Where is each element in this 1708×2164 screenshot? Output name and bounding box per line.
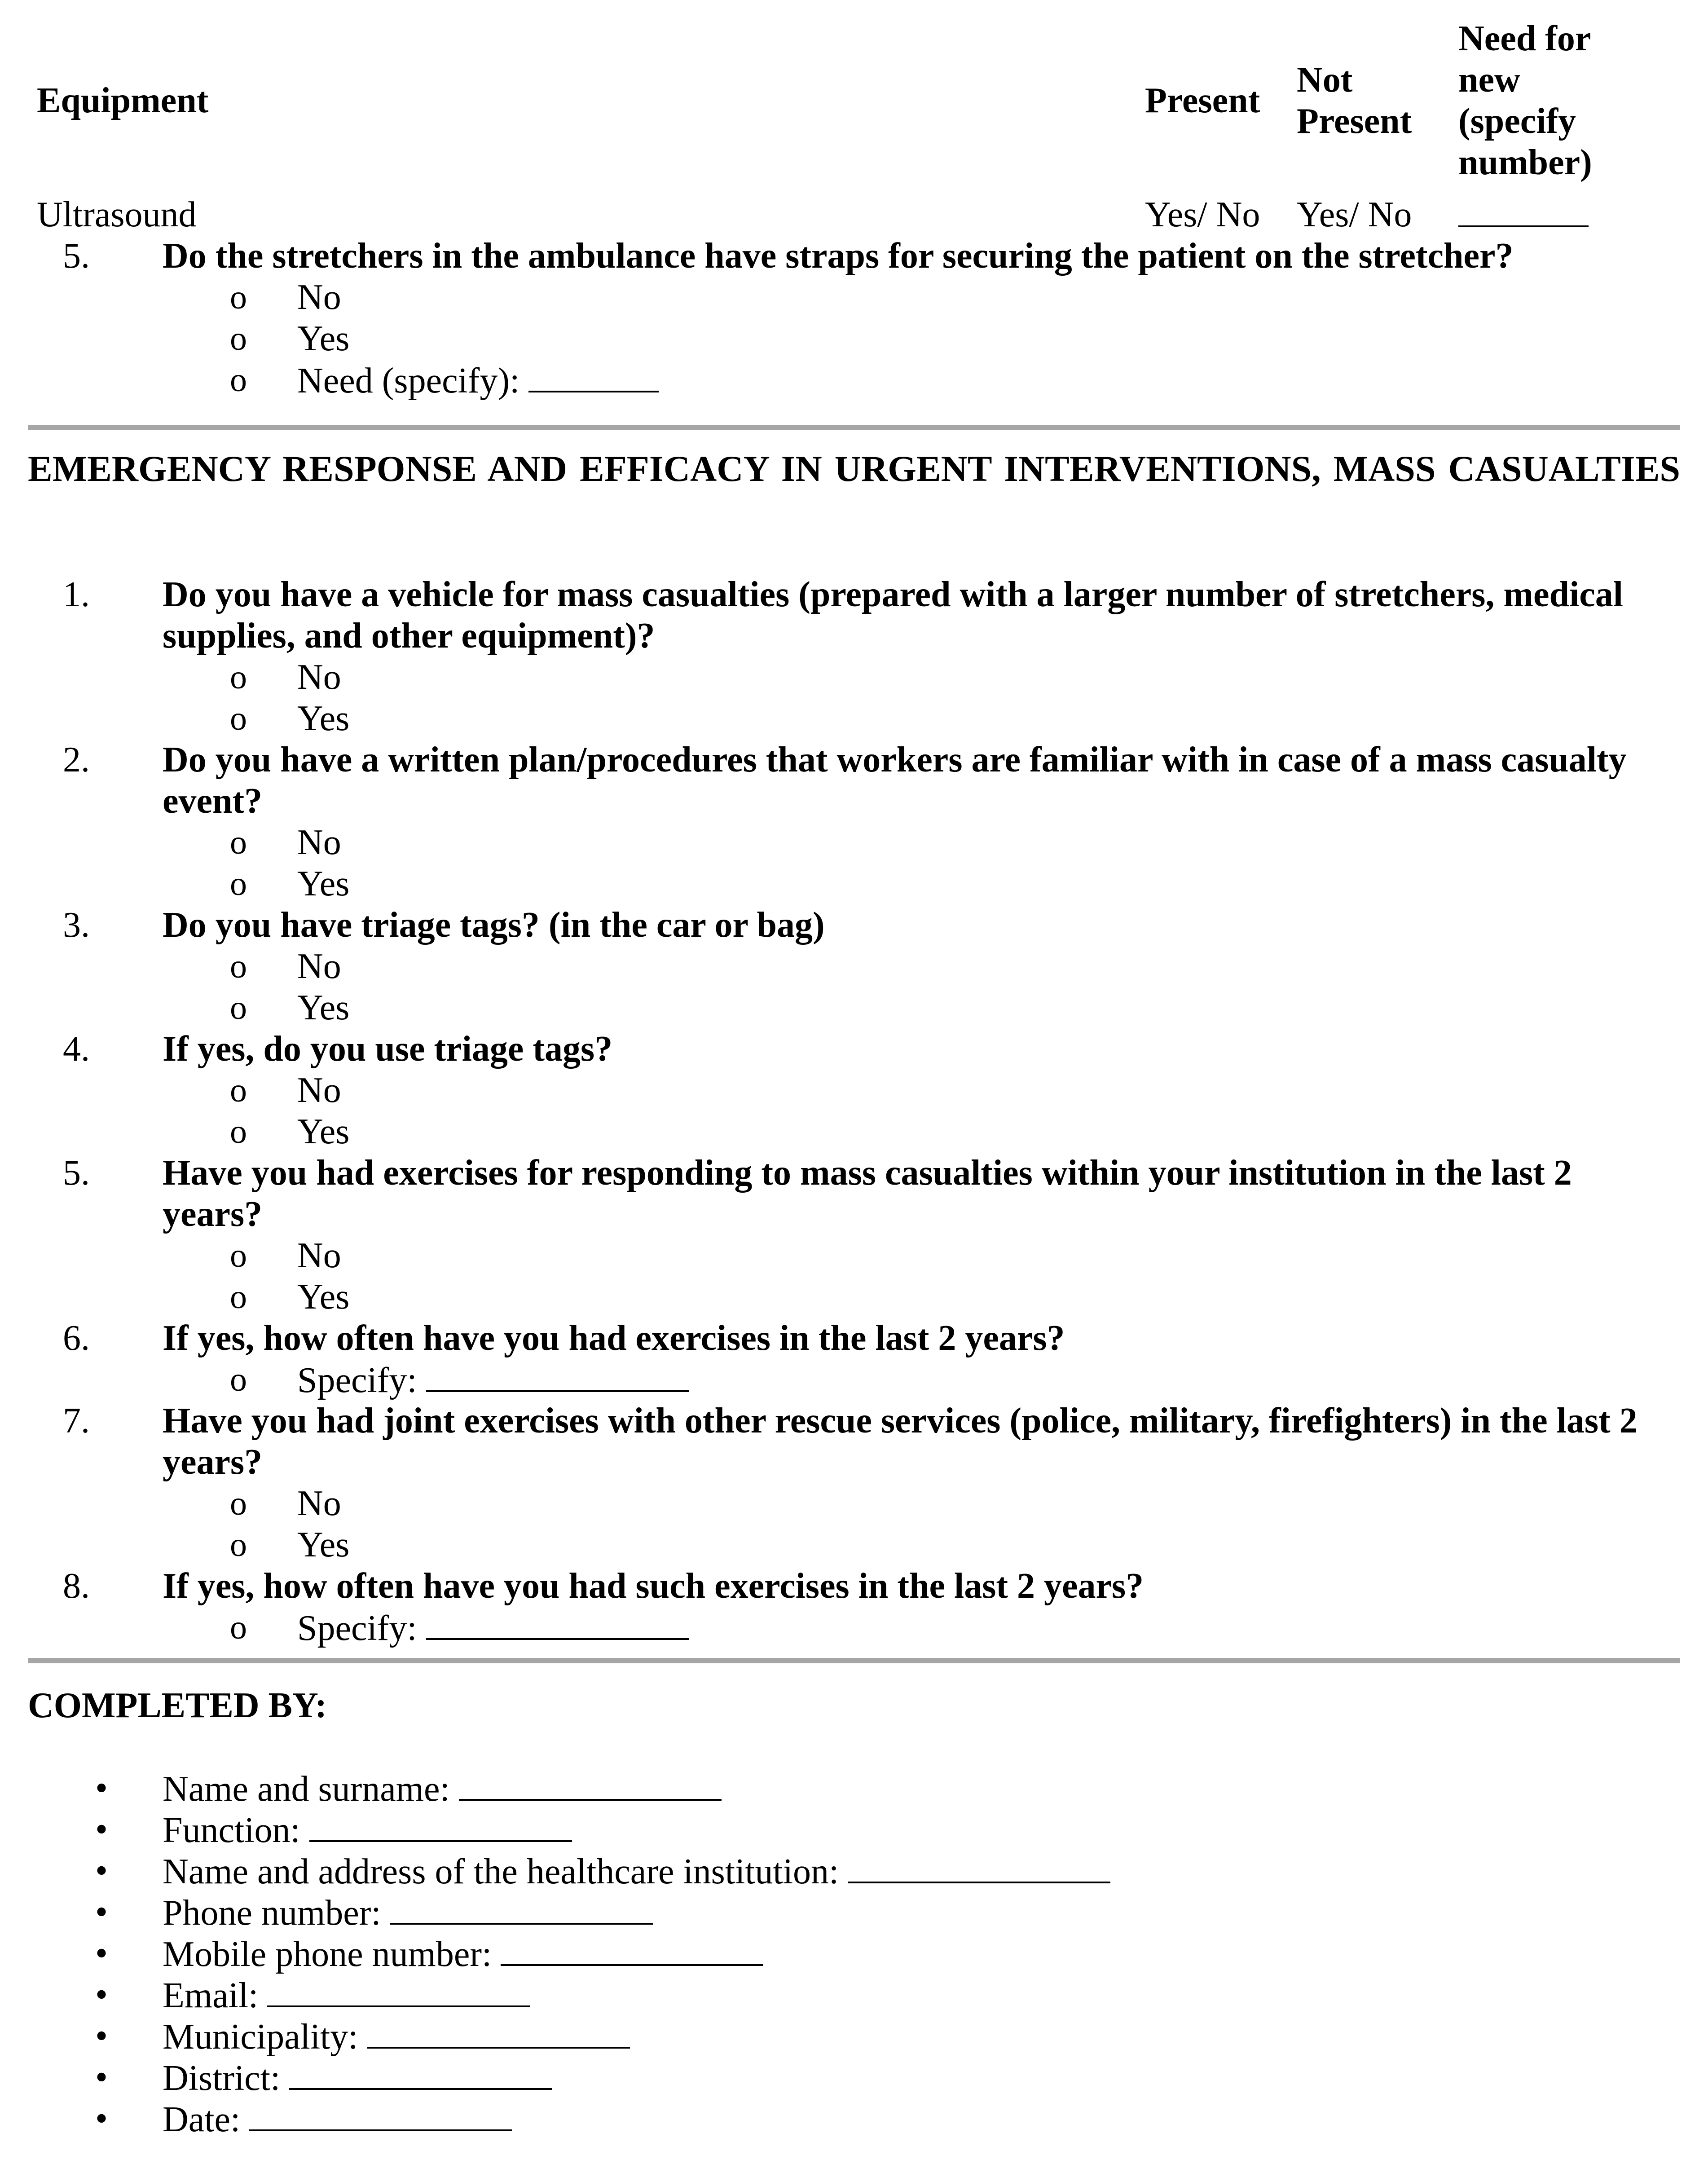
q6-number: 6. <box>63 1318 90 1358</box>
row-not-present-choice[interactable]: Yes/ No <box>1297 195 1412 234</box>
field-blank[interactable] <box>848 1850 1110 1883</box>
field-blank[interactable] <box>289 2057 552 2090</box>
q3-option-no[interactable]: No <box>297 947 341 986</box>
bullet-icon: • <box>95 2058 108 2097</box>
bullet-icon: • <box>95 1768 108 1808</box>
bullet-icon: • <box>95 2099 108 2138</box>
q8-specify[interactable]: Specify: <box>297 1607 689 1649</box>
field-blank[interactable] <box>249 2098 512 2131</box>
q4-option-no[interactable]: No <box>297 1071 341 1110</box>
field-function[interactable]: Function: <box>163 1809 572 1851</box>
q2-option-yes[interactable]: Yes <box>297 864 350 904</box>
bullet-icon: • <box>95 2016 108 2056</box>
th-need-1: Need for <box>1458 19 1591 58</box>
q5b-text: Have you had exercises for responding to mass casualties within your institution in the last 2 years? <box>163 1153 1572 1234</box>
q5-option-need[interactable]: Need (specify): <box>297 359 659 401</box>
q5b-option-no[interactable]: No <box>297 1236 341 1275</box>
q3-text: Do you have triage tags? (in the car or bag) <box>163 905 825 945</box>
section-title-emergency: EMERGENCY RESPONSE AND EFFICACY IN URGENT INTERVENTIONS, MASS CASUALTIES <box>28 448 1680 489</box>
q7-option-no[interactable]: No <box>297 1484 341 1523</box>
field-district[interactable]: District: <box>163 2057 552 2099</box>
th-present: Present <box>1145 81 1260 120</box>
row-equipment-name: Ultrasound <box>37 195 197 234</box>
th-need-4: number) <box>1458 143 1592 182</box>
q5-option-yes[interactable]: Yes <box>297 319 350 358</box>
q5-number: 5. <box>63 236 90 276</box>
bullet-icon: • <box>95 1810 108 1849</box>
bullet-icon: • <box>95 1934 108 1973</box>
q5b-number: 5. <box>63 1153 90 1193</box>
q1-number: 1. <box>63 575 90 614</box>
field-municipality[interactable]: Municipality: <box>163 2015 630 2058</box>
q5-need-blank[interactable] <box>528 359 659 392</box>
row-present-choice[interactable]: Yes/ No <box>1145 195 1260 234</box>
q2-text: Do you have a written plan/procedures that workers are familiar with in case of a mass casualty event? <box>163 740 1627 821</box>
bullet-icon: • <box>95 1851 108 1891</box>
bullet-icon: • <box>95 1975 108 2014</box>
q4-text: If yes, do you use triage tags? <box>163 1029 613 1069</box>
field-blank[interactable] <box>267 1974 530 2007</box>
radio-icon[interactable]: o <box>230 865 247 903</box>
section-divider <box>28 425 1680 430</box>
radio-icon[interactable]: o <box>230 1609 247 1646</box>
field-blank[interactable] <box>459 1767 722 1801</box>
radio-icon[interactable]: o <box>230 1237 247 1274</box>
row-need-blank[interactable] <box>1458 194 1589 236</box>
radio-icon[interactable]: o <box>230 1071 247 1109</box>
th-not-present-1: Not <box>1297 60 1353 100</box>
radio-icon[interactable]: o <box>230 824 247 861</box>
th-need-2: new <box>1458 60 1520 100</box>
q7-number: 7. <box>63 1401 90 1441</box>
q3-number: 3. <box>63 905 90 945</box>
q1-option-no[interactable]: No <box>297 657 341 697</box>
field-email[interactable]: Email: <box>163 1974 530 2016</box>
radio-icon[interactable]: o <box>230 1526 247 1564</box>
q4-option-yes[interactable]: Yes <box>297 1112 350 1151</box>
q1-option-yes[interactable]: Yes <box>297 699 350 738</box>
bullet-icon: • <box>95 1892 108 1932</box>
field-blank[interactable] <box>501 1933 763 1966</box>
field-institution[interactable]: Name and address of the healthcare institution: <box>163 1850 1110 1892</box>
radio-icon[interactable]: o <box>230 989 247 1027</box>
field-blank[interactable] <box>309 1809 572 1842</box>
field-name-surname[interactable]: Name and surname: <box>163 1767 722 1810</box>
radio-icon[interactable]: o <box>230 1278 247 1316</box>
q5-text: Do the stretchers in the ambulance have straps for securing the patient on the stretcher? <box>163 236 1514 276</box>
radio-icon[interactable]: o <box>230 1113 247 1150</box>
field-mobile[interactable]: Mobile phone number: <box>163 1933 763 1975</box>
radio-icon[interactable]: o <box>230 1485 247 1522</box>
q6-specify-blank[interactable] <box>426 1359 689 1392</box>
q4-number: 4. <box>63 1029 90 1069</box>
th-equipment: Equipment <box>37 81 209 120</box>
q8-specify-blank[interactable] <box>426 1607 689 1640</box>
completed-by-title: COMPLETED BY: <box>28 1686 327 1725</box>
q7-text: Have you had joint exercises with other rescue services (police, military, firefighters) in the last 2 years? <box>163 1401 1638 1482</box>
th-not-present-2: Present <box>1297 101 1412 141</box>
q5-option-no[interactable]: No <box>297 278 341 317</box>
radio-icon[interactable]: o <box>230 700 247 737</box>
q3-option-yes[interactable]: Yes <box>297 988 350 1027</box>
q5b-option-yes[interactable]: Yes <box>297 1277 350 1317</box>
q2-option-no[interactable]: No <box>297 823 341 862</box>
radio-icon[interactable]: o <box>230 278 247 316</box>
q8-number: 8. <box>63 1566 90 1606</box>
q6-specify[interactable]: Specify: <box>297 1359 689 1401</box>
radio-icon[interactable]: o <box>230 658 247 696</box>
q8-text: If yes, how often have you had such exercises in the last 2 years? <box>163 1566 1144 1606</box>
q6-text: If yes, how often have you had exercises in the last 2 years? <box>163 1318 1065 1358</box>
q2-number: 2. <box>63 740 90 780</box>
radio-icon[interactable]: o <box>230 361 247 399</box>
field-phone[interactable]: Phone number: <box>163 1891 653 1934</box>
field-blank[interactable] <box>390 1891 653 1925</box>
field-blank[interactable] <box>367 2015 630 2049</box>
section-divider <box>28 1658 1680 1663</box>
q7-option-yes[interactable]: Yes <box>297 1525 350 1565</box>
q1-text: Do you have a vehicle for mass casualties (prepared with a larger number of stretchers, medical supplies, and other equipment)? <box>163 575 1623 656</box>
th-need-3: (specify <box>1458 101 1576 141</box>
field-date[interactable]: Date: <box>163 2098 512 2140</box>
radio-icon[interactable]: o <box>230 948 247 985</box>
radio-icon[interactable]: o <box>230 320 247 357</box>
radio-icon[interactable]: o <box>230 1361 247 1398</box>
